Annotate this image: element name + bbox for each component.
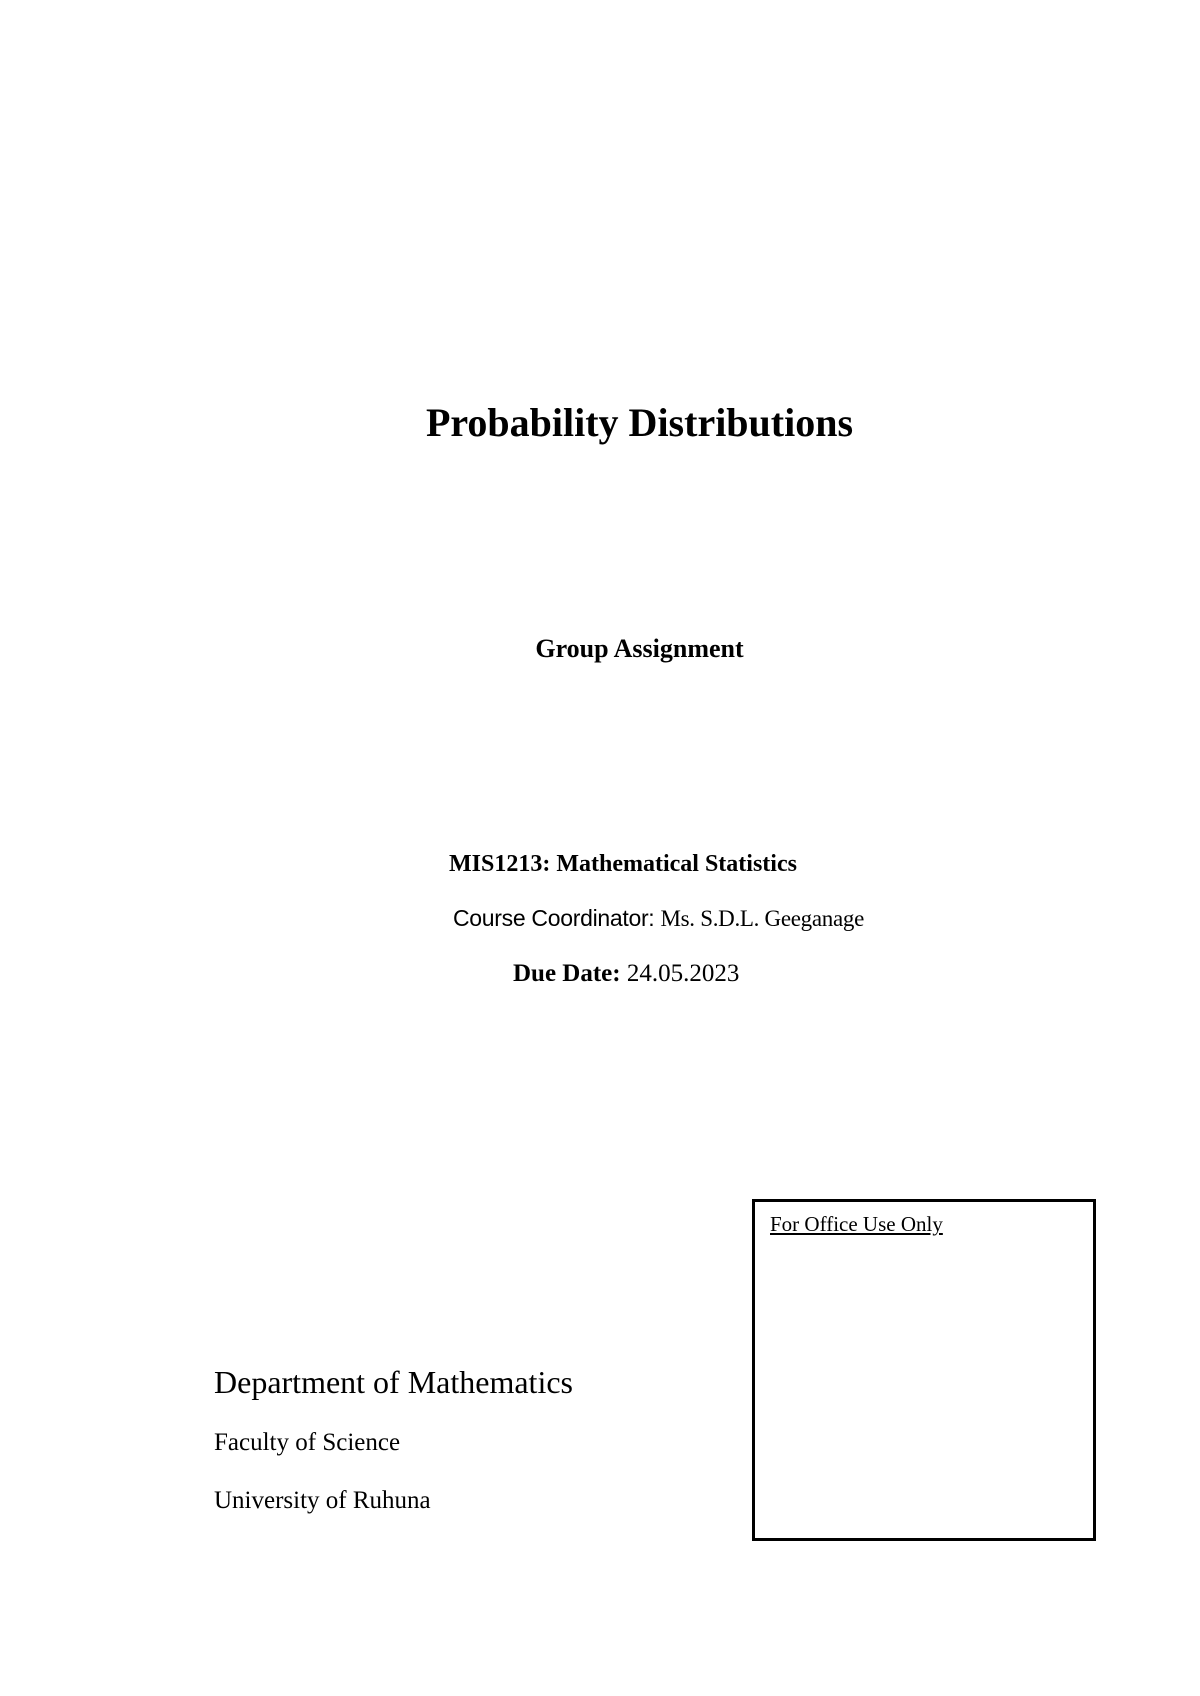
course-name: MIS1213: Mathematical Statistics xyxy=(449,851,797,877)
due-date-label: Due Date: xyxy=(513,960,627,987)
office-use-box xyxy=(752,1199,1096,1541)
office-use-label: For Office Use Only xyxy=(770,1212,943,1236)
due-date-value: 24.05.2023 xyxy=(626,960,740,987)
course-coordinator xyxy=(453,903,864,934)
faculty-name: Faculty of Science xyxy=(214,1429,401,1456)
department-name: Department of Mathematics xyxy=(214,1364,573,1400)
assignment-type: Group Assignment xyxy=(535,634,744,663)
university-name: University of Ruhuna xyxy=(214,1487,431,1514)
due-date xyxy=(513,958,739,990)
document-title: Probability Distributions xyxy=(425,400,854,445)
coordinator-label: Course Coordinator: xyxy=(453,905,661,931)
coordinator-name: Ms. S.D.L. Geeganage xyxy=(660,906,865,931)
